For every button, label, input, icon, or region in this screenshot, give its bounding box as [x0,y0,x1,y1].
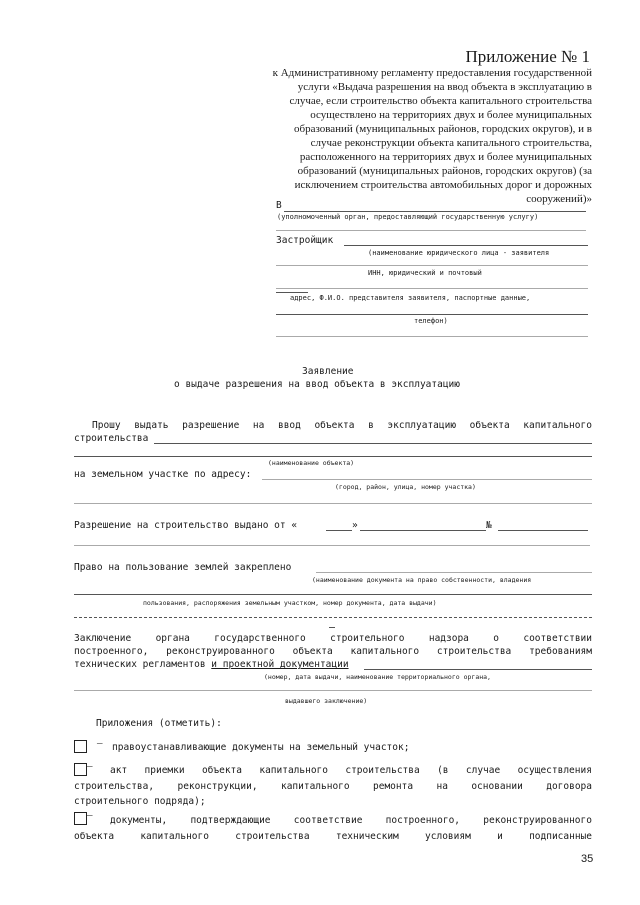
developer-caption-address: адрес, Ф.И.О. представителя заявителя, паспортные данные, [290,294,531,302]
statement-title: Заявление [302,366,354,377]
appendix-line: к Административному регламенту предоставления государственной [272,67,592,79]
attachment-word: реконструкции, [177,781,258,792]
attachment-word: объекта [201,765,242,776]
conclusion-word: органа [155,633,190,644]
attachment-word: реконструированного [483,815,592,826]
permit-label: Разрешение на строительство выдано от « [74,520,298,531]
addressee-to-field[interactable] [284,211,586,212]
conclusion-field[interactable] [364,669,592,670]
attachment-checkbox-1[interactable] [74,740,87,753]
conclusion-line-3 [74,659,349,670]
attachment-checkbox-2[interactable] [74,763,87,776]
attachment-word: акт [110,765,128,776]
request-word: на [252,420,265,431]
land-right-field-4[interactable] [329,627,335,628]
statement-subtitle: о выдаче разрешения на ввод объекта в эксплуатацию [174,379,460,390]
attachment-word: построенного, [385,815,461,826]
attachment-word: капитального [140,831,209,842]
attachment-word: строительства, [74,781,155,792]
attachment-item-2-line-1 [110,765,592,776]
attachment-word: документы, [110,815,168,826]
object-name-caption: (наименование объекта) [268,459,355,467]
request-word: объекта [314,420,355,431]
attachment-item-3-line-1 [110,815,592,826]
attachment-word: на [436,781,448,792]
attachment-word: строительства [345,765,420,776]
conclusion-word: капитального [350,646,420,657]
attachment-item-2-line-3: строительного подряда); [74,796,206,807]
page-number: 35 [581,853,594,865]
permit-number-sign: № [486,520,492,531]
attachment-item-1: правоустанавливающие документы на земельный участок; [112,742,410,753]
conclusion-word: строительства [436,646,512,657]
conclusion-word: Заключение [74,633,132,644]
conclusion-caption: (номер, дата выдачи, наименование территориального органа, [264,673,491,681]
attachment-word: приемки [144,765,185,776]
attachment-word: (в [437,765,449,776]
request-word: капитального [523,420,592,431]
request-word: объекта [469,420,510,431]
attachments-header: Приложения (отметить): [96,718,222,729]
land-plot-label: на земельном участке по адресу: [74,469,252,480]
permit-number-field[interactable] [498,530,588,531]
request-word: ввод [277,420,301,431]
addressee-to-field-2[interactable] [276,230,586,231]
conclusion-field-2[interactable] [74,690,592,691]
conclusion-word: объекта [292,646,333,657]
conclusion-word: о [493,633,499,644]
attachment-word: осуществления [517,765,592,776]
appendix-title: Приложение № 1 [465,47,590,66]
addressee-to-caption: (уполномоченный орган, предоставляющий государственную услугу) [277,213,539,221]
land-right-field-3[interactable] [74,617,592,618]
appendix-line: исключением строительства автомобильных дорог и дорожных [294,179,592,191]
conclusion-word: надзора [428,633,469,644]
appendix-line: расположенного на территориях двух и более муниципальных [299,151,592,163]
request-word: разрешение [182,420,240,431]
attachment-checkbox-3[interactable] [74,812,87,825]
permit-date-field[interactable] [360,530,486,531]
attachment-word: соответствие [293,815,363,826]
request-word: выдать [134,420,169,431]
developer-label: Застройщик [276,235,334,246]
request-line-1 [92,420,592,431]
land-right-field-2[interactable] [74,594,592,595]
land-right-caption-2: пользования, распоряжения земельным участком, номер документа, дата выдачи) [143,599,437,607]
conclusion-word: строительного [330,633,405,644]
request-line-2: строительства [74,433,149,444]
appendix-line: образований (муниципальных районов, городских округов) (за [297,165,592,177]
land-right-caption: (наименование документа на право собственности, владения [312,576,532,584]
conclusion-word: реконструированного [166,646,275,657]
request-word: Прошу [92,420,121,431]
developer-caption-phone: телефон) [414,317,448,325]
appendix-line: образований (муниципальных районов, городских округов), и в [293,123,592,135]
developer-field-short[interactable] [276,292,308,293]
attachment-item-2-line-2 [74,781,592,792]
attachment-word: капитального [259,765,328,776]
appendix-line: сооружений)» [526,193,592,205]
land-plot-caption: (город, район, улица, номер участка) [335,483,476,491]
land-plot-field-2[interactable] [74,503,592,504]
appendix-line: случае реконструкции объекта капитального строительства, [310,137,592,149]
attachment-word: ремонта [373,781,414,792]
conclusion-word: требованиям [529,646,592,657]
developer-field-2[interactable] [276,265,588,266]
addressee-to-prefix: В [276,200,282,211]
object-name-field-2[interactable] [74,456,592,457]
conclusion-word: построенного, [74,646,149,657]
object-name-field[interactable] [154,443,592,444]
attachment-word: условиям [425,831,471,842]
land-right-label: Право на пользование землей закреплено [74,562,292,573]
land-plot-field[interactable] [262,479,592,480]
conclusion-caption-2: выдавшего заключение) [285,697,368,705]
attachment-dash-2: – [87,760,93,772]
conclusion-line-1 [74,633,592,644]
conclusion-word: соответствии [523,633,592,644]
appendix-line: случае, если строительство объекта капитального строительства [289,95,592,107]
attachment-dash-3: – [87,809,93,821]
attachment-word: основании [471,781,523,792]
permit-field-2[interactable] [74,545,590,546]
permit-quote-close: » [352,520,358,531]
developer-field-5[interactable] [276,336,588,337]
permit-day-field[interactable] [326,530,352,531]
conclusion-line-3-b: и проектной документации [211,659,349,670]
attachment-word: подтверждающие [190,815,271,826]
appendix-line: осуществлено на территориях двух и более муниципальных [310,109,592,121]
attachment-word: случае [465,765,501,776]
developer-field[interactable] [344,245,588,246]
attachment-word: техническим [335,831,399,842]
attachment-word: договора [546,781,592,792]
land-right-field[interactable] [316,572,592,573]
request-word: в [368,420,374,431]
developer-caption-inn: ИНН, юридический и почтовый [368,269,482,277]
attachment-item-3-line-2 [74,831,592,842]
attachment-word: и [497,831,503,842]
conclusion-line-3-a: технических регламентов [74,659,212,670]
appendix-body [273,66,592,206]
developer-caption-name: (наименование юридического лица - заявителя [368,249,550,257]
developer-field-4[interactable] [276,314,588,315]
request-word: эксплуатацию [387,420,457,431]
attachment-word: строительства [235,831,310,842]
attachment-word: подписанные [529,831,592,842]
appendix-line: услуги «Выдача разрешения на ввод объекта в эксплуатацию в [297,81,592,93]
attachment-word: капитального [280,781,350,792]
developer-field-3[interactable] [276,288,588,289]
conclusion-word: государственного [214,633,306,644]
attachment-word: объекта [74,831,115,842]
attachment-dash-1: – [97,737,103,749]
conclusion-line-2 [74,646,592,657]
